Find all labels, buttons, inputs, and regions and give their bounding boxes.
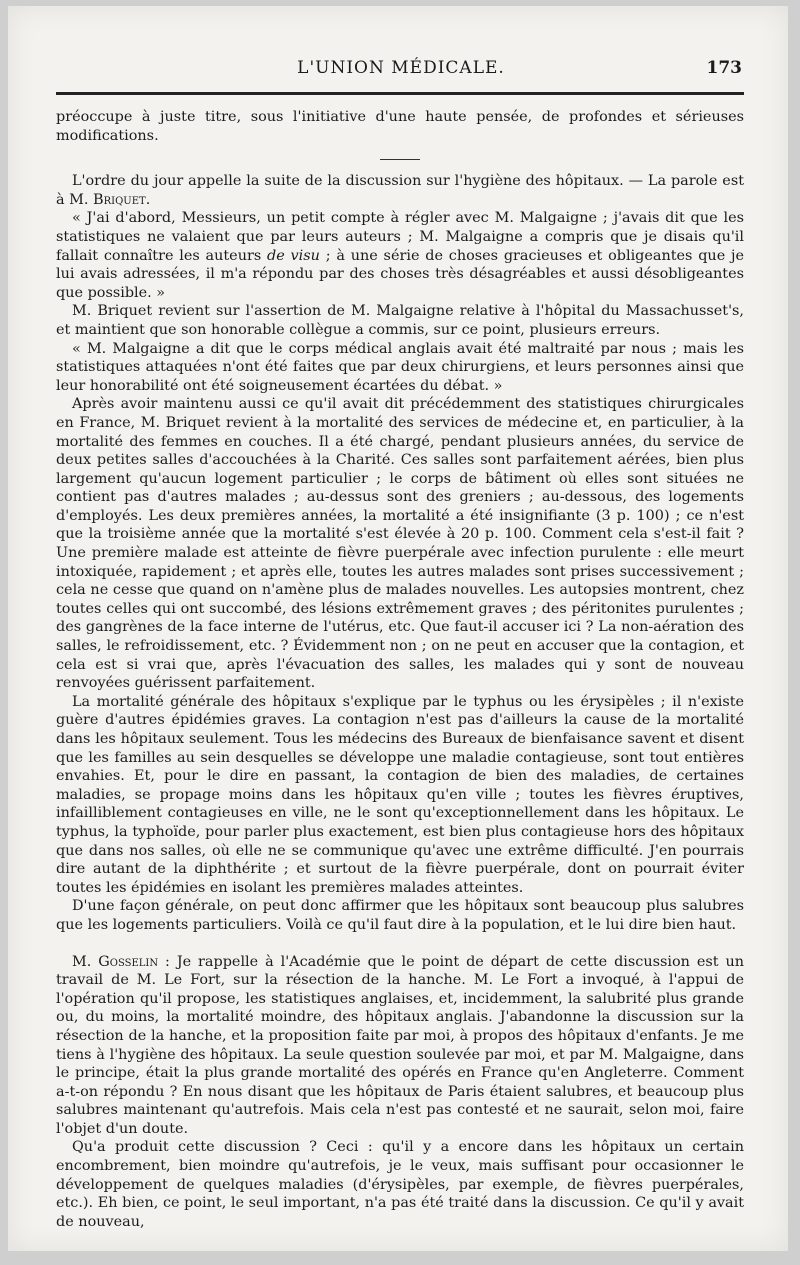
header-rule	[56, 92, 744, 95]
document-page	[8, 6, 788, 1251]
paragraph-p2	[56, 172, 744, 209]
text-run: Après avoir maintenu aussi ce qu'il avait dit précédemment des statistiques chirurgicales en France, M. Briquet revient à la mortalité des services de médecine et, en particulier, à la mortalité des femmes en couches. Il a été chargé, pendant plusieurs années, du service de deux petites salles d'accouchées à la Charité. Ces salles sont parfaitement aérées, bien plus largement qu'aucun logement particulier ; le corps de bâtiment où elles sont situées ne contient pas d'autres malades ; au-dessus sont des greniers ; au-dessous, des logements d'employés. Les deux premières années, la mortalité a été insignifiante (3 p. 100) ; ce n'est que la troisième année que la mortalité s'est élevée à 20 p. 100. Comment cela s'est-il fait ? Une première malade est atteinte de fièvre puerpérale avec infection purulente : elle meurt intoxiquée, rapidement ; et après elle, toutes les autres malades sont prises successivement ; cela ne cesse que quand on n'amène plus de malades nouvelles. Les autopsies montrent, chez toutes celles qui ont succombé, des lésions extrêmement graves ; des péritonites purulentes ; des gangrènes de la face interne de l'utérus, etc. Que faut-il accuser ici ? La non-aération des salles, le refroidissement, etc. ? Évidemment non ; on ne peut en accuser que la contagion, et cela est si vrai que, après l'évacuation des salles, les malades qui y sont de nouveau renvoyées guérissent parfaitement.	[56, 396, 744, 692]
paragraph-spacer	[56, 935, 744, 953]
paragraph-p8	[56, 897, 744, 934]
text-run: préoccupe à juste titre, sous l'initiative d'une haute pensée, de profondes et sérieuses modifications.	[56, 109, 744, 144]
paragraph-p10	[56, 1138, 744, 1231]
running-title: L'UNION MÉDICALE.	[297, 58, 505, 78]
paragraph-p7	[56, 693, 744, 898]
text-run: ; à une série de choses gracieuses et obligeantes que je lui avais adressées, il m'a répondu par des choses très désagréables et aussi désobligeantes que possible. »	[56, 247, 744, 301]
article-body	[56, 108, 744, 1231]
text-run: L'ordre du jour appelle la suite de la discussion sur l'hygiène des hôpitaux. — La parole est à M.	[56, 173, 744, 208]
paragraph-p4	[56, 302, 744, 339]
text-run: Qu'a produit cette discussion ? Ceci : qu'il y a encore dans les hôpitaux un certain encombrement, bien moindre qu'autrefois, je le veux, mais suffisant pour occasionner le développement de quelques maladies (d'érysipèles, par exemple, de fièvres puerpérales, etc.). Eh bien, ce point, le seul important, n'a pas été traité dans la discussion. Ce qu'il y avait de nouveau,	[56, 1139, 744, 1230]
paragraph-p9	[56, 953, 744, 1139]
text-run: « J'ai d'abord, Messieurs, un petit compte à régler avec M. Malgaigne ; j'avais dit que les statistiques ne valaient que par leurs auteurs ; M. Malgaigne a compris que je disais qu'il fallait connaître les auteurs	[56, 210, 744, 264]
text-run: de visu	[267, 247, 320, 264]
paragraph-p1	[56, 108, 744, 145]
text-run: Gosselin	[98, 953, 159, 970]
text-run: : Je rappelle à l'Académie que le point de départ de cette discussion est un travail de M. Le Fort, sur la résection de la hanche. M. Le Fort a invoqué, à l'appui de l'opération qu'il propose, les statistiques anglaises, et, incidemment, la salubrité plus grande ou, du moins, la mortalité moindre, des hôpitaux anglais. J'abandonne la discussion sur la résection de la hanche, et la proposition faite par moi, à propos des hôpitaux d'enfants. Je me tiens à l'hygiène des hôpitaux. La seule question soulevée par moi, et par M. Malgaigne, dans le principe, était la plus grande mortalité des opérés en France qu'en Angleterre. Comment a-t-on répondu ? En nous disant que les hôpitaux de Paris étaient salubres, et beaucoup plus salubres maintenant qu'autrefois. Mais cela n'est pas contesté et ne saurait, selon moi, faire l'objet d'un doute.	[56, 953, 744, 1137]
text-run: D'une façon générale, on peut donc affirmer que les hôpitaux sont beaucoup plus salubres que les logements particuliers. Voilà ce qu'il faut dire à la population, et le lui dire bien haut.	[56, 898, 744, 933]
page-header	[56, 58, 746, 88]
text-run: Briquet	[93, 191, 146, 208]
paragraph-p6	[56, 395, 744, 693]
text-run: La mortalité générale des hôpitaux s'explique par le typhus ou les érysipèles ; il n'existe guère d'autres épidémies graves. La contagion n'est pas d'ailleurs la cause de la mortalité dans les hôpitaux seulement. Tous les médecins des Bureaux de bienfaisance savent et disent que les familles au sein desquelles se développe une maladie contagieuse, sont tout entières envahies. Et, pour le dire en passant, la contagion de bien des maladies, de certaines maladies, se propage moins dans les hôpitaux qu'en ville ; toutes les fièvres éruptives, infailliblement contagieuses en ville, ne le sont qu'exceptionnellement dans les hôpitaux. Le typhus, la typhoïde, pour parler plus exactement, est bien plus contagieuse hors des hôpitaux que dans nos salles, où elle ne se communique qu'avec une extrême difficulté. J'en pourrais dire autant de la diphthérite ; et surtout de la fièvre puerpérale, dont on pourrait éviter toutes les épidémies en isolant les premières malades atteintes.	[56, 693, 744, 896]
text-run: M. Briquet revient sur l'assertion de M. Malgaigne relative à l'hôpital du Massachusset's, et maintient que son honorable collègue a commis, sur ce point, plusieurs erreurs.	[56, 303, 744, 338]
paragraph-p3	[56, 209, 744, 302]
text-run: .	[145, 191, 151, 208]
section-separator	[380, 159, 420, 160]
text-run: M.	[72, 953, 99, 970]
page-number: 173	[706, 58, 742, 78]
text-run: « M. Malgaigne a dit que le corps médical anglais avait été maltraité par nous ; mais les statistiques attaquées n'ont été faites que par deux chirurgiens, et leurs personnes ainsi que leur honorabilité ont été soigneusement écartées du débat. »	[56, 340, 744, 394]
paragraph-p5	[56, 340, 744, 396]
